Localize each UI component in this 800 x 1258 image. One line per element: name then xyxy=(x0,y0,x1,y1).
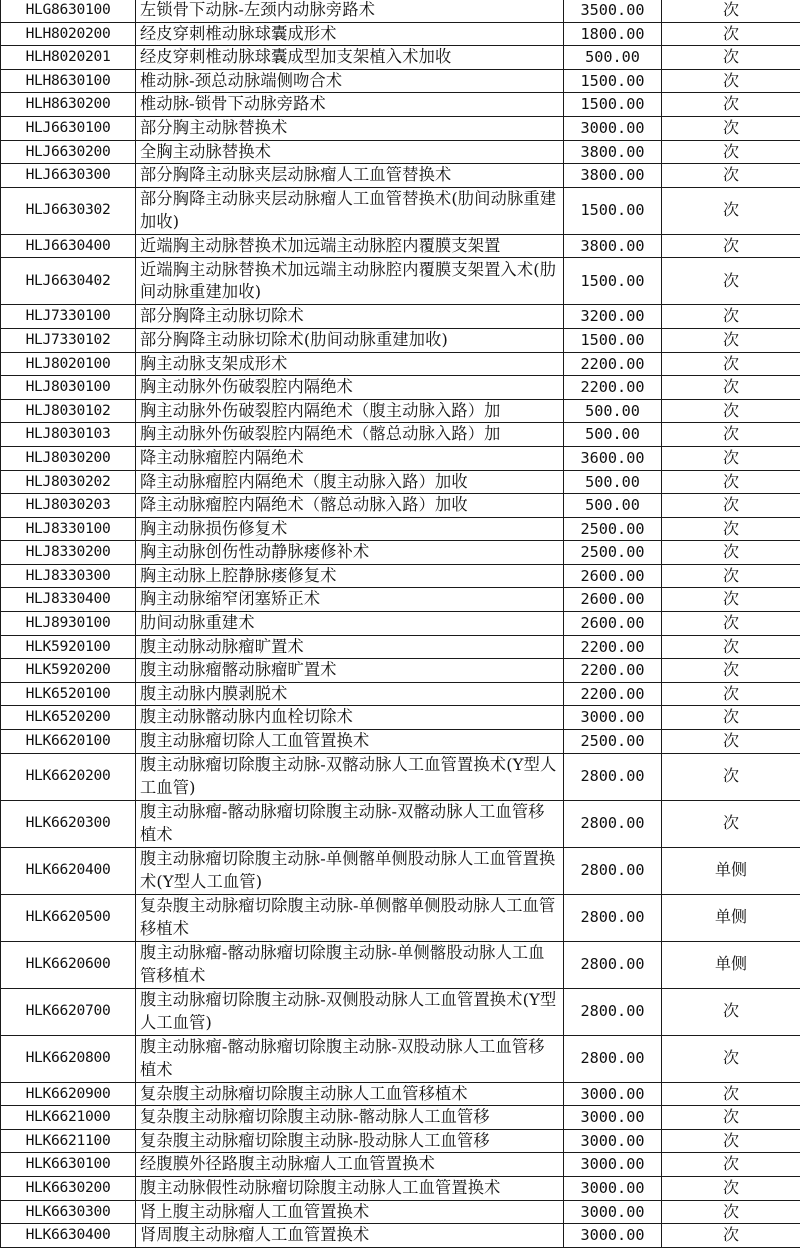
item-name-cell: 胸主动脉外伤破裂腔内隔绝术（髂总动脉入路）加 xyxy=(136,423,564,447)
item-code-cell: HLJ8030100 xyxy=(1,376,136,400)
item-price-cell: 3000.00 xyxy=(564,706,662,730)
item-code-cell: HLK6620600 xyxy=(1,941,136,988)
item-price-cell: 3000.00 xyxy=(564,1129,662,1153)
item-unit-cell: 次 xyxy=(662,612,800,636)
table-row xyxy=(1,517,800,541)
item-unit-cell: 次 xyxy=(662,22,800,46)
item-code-cell: HLK5920200 xyxy=(1,659,136,683)
item-name-cell: 复杂腹主动脉瘤切除腹主动脉-单侧髂单侧股动脉人工血管移植术 xyxy=(136,894,564,941)
item-code-cell: HLH8630100 xyxy=(1,69,136,93)
item-unit-cell: 次 xyxy=(662,46,800,70)
item-unit-cell: 次 xyxy=(662,800,800,847)
table-row xyxy=(1,1035,800,1082)
item-price-cell: 500.00 xyxy=(564,423,662,447)
item-price-cell: 500.00 xyxy=(564,46,662,70)
item-name-cell: 腹主动脉瘤切除腹主动脉-双髂动脉人工血管置换术(Y型人工血管) xyxy=(136,753,564,800)
item-code-cell: HLJ8330100 xyxy=(1,517,136,541)
table-row xyxy=(1,588,800,612)
table-row xyxy=(1,800,800,847)
table-row xyxy=(1,446,800,470)
item-code-cell: HLK6620900 xyxy=(1,1082,136,1106)
item-unit-cell: 次 xyxy=(662,517,800,541)
item-unit-cell: 次 xyxy=(662,234,800,258)
table-row xyxy=(1,376,800,400)
item-price-cell: 3000.00 xyxy=(564,1224,662,1248)
item-unit-cell: 次 xyxy=(662,564,800,588)
item-price-cell: 3800.00 xyxy=(564,140,662,164)
item-name-cell: 部分胸降主动脉切除术 xyxy=(136,305,564,329)
item-unit-cell: 次 xyxy=(662,1224,800,1248)
item-name-cell: 经腹膜外径路腹主动脉瘤人工血管置换术 xyxy=(136,1153,564,1177)
item-price-cell: 1800.00 xyxy=(564,22,662,46)
table-row xyxy=(1,0,800,22)
item-name-cell: 腹主动脉瘤切除腹主动脉-双侧股动脉人工血管置换术(Y型人工血管) xyxy=(136,988,564,1035)
item-code-cell: HLK5920100 xyxy=(1,635,136,659)
item-name-cell: 胸主动脉损伤修复术 xyxy=(136,517,564,541)
item-code-cell: HLJ8330300 xyxy=(1,564,136,588)
item-name-cell: 复杂腹主动脉瘤切除腹主动脉人工血管移植术 xyxy=(136,1082,564,1106)
item-price-cell: 2200.00 xyxy=(564,352,662,376)
table-row xyxy=(1,564,800,588)
table-row xyxy=(1,753,800,800)
item-unit-cell: 次 xyxy=(662,399,800,423)
item-unit-cell: 次 xyxy=(662,93,800,117)
item-code-cell: HLJ6630100 xyxy=(1,116,136,140)
item-price-cell: 1500.00 xyxy=(564,258,662,305)
item-price-cell: 3000.00 xyxy=(564,1082,662,1106)
item-unit-cell: 次 xyxy=(662,753,800,800)
table-row xyxy=(1,258,800,305)
item-unit-cell: 次 xyxy=(662,1106,800,1130)
item-price-cell: 2500.00 xyxy=(564,730,662,754)
item-code-cell: HLJ7330102 xyxy=(1,328,136,352)
item-code-cell: HLJ8030200 xyxy=(1,446,136,470)
item-name-cell: 腹主动脉瘤-髂动脉瘤切除腹主动脉-双髂动脉人工血管移植术 xyxy=(136,800,564,847)
item-name-cell: 腹主动脉瘤髂动脉瘤旷置术 xyxy=(136,659,564,683)
item-name-cell: 肾周腹主动脉瘤人工血管置换术 xyxy=(136,1224,564,1248)
item-name-cell: 椎动脉-锁骨下动脉旁路术 xyxy=(136,93,564,117)
item-price-cell: 3500.00 xyxy=(564,0,662,22)
item-unit-cell: 次 xyxy=(662,706,800,730)
item-unit-cell: 单侧 xyxy=(662,894,800,941)
item-price-cell: 3000.00 xyxy=(564,1106,662,1130)
item-unit-cell: 次 xyxy=(662,328,800,352)
table-row xyxy=(1,470,800,494)
table-row xyxy=(1,1153,800,1177)
item-name-cell: 全胸主动脉替换术 xyxy=(136,140,564,164)
table-row xyxy=(1,541,800,565)
item-name-cell: 腹主动脉内膜剥脱术 xyxy=(136,682,564,706)
table-row xyxy=(1,399,800,423)
item-unit-cell: 单侧 xyxy=(662,847,800,894)
item-unit-cell: 次 xyxy=(662,588,800,612)
table-row xyxy=(1,1129,800,1153)
item-unit-cell: 次 xyxy=(662,1177,800,1201)
item-code-cell: HLK6520200 xyxy=(1,706,136,730)
item-code-cell: HLJ8330400 xyxy=(1,588,136,612)
table-row xyxy=(1,730,800,754)
item-unit-cell: 次 xyxy=(662,352,800,376)
item-name-cell: 腹主动脉瘤切除人工血管置换术 xyxy=(136,730,564,754)
item-name-cell: 胸主动脉外伤破裂腔内隔绝术 xyxy=(136,376,564,400)
item-price-cell: 1500.00 xyxy=(564,93,662,117)
table-row xyxy=(1,140,800,164)
item-name-cell: 胸主动脉创伤性动静脉瘘修补术 xyxy=(136,541,564,565)
table-row xyxy=(1,706,800,730)
price-table-body xyxy=(1,0,800,1247)
item-name-cell: 胸主动脉外伤破裂腔内隔绝术（腹主动脉入路）加 xyxy=(136,399,564,423)
table-row xyxy=(1,847,800,894)
item-name-cell: 部分胸降主动脉切除术(肋间动脉重建加收) xyxy=(136,328,564,352)
item-code-cell: HLK6630100 xyxy=(1,1153,136,1177)
item-price-cell: 3200.00 xyxy=(564,305,662,329)
item-unit-cell: 次 xyxy=(662,659,800,683)
item-price-cell: 2200.00 xyxy=(564,682,662,706)
table-row xyxy=(1,423,800,447)
item-price-cell: 2800.00 xyxy=(564,988,662,1035)
item-unit-cell: 次 xyxy=(662,730,800,754)
item-name-cell: 经皮穿刺椎动脉球囊成形术 xyxy=(136,22,564,46)
item-code-cell: HLG8630100 xyxy=(1,0,136,22)
item-price-cell: 2200.00 xyxy=(564,635,662,659)
table-row xyxy=(1,1106,800,1130)
item-unit-cell: 次 xyxy=(662,423,800,447)
item-unit-cell: 次 xyxy=(662,494,800,518)
item-code-cell: HLJ6630200 xyxy=(1,140,136,164)
item-unit-cell: 次 xyxy=(662,1035,800,1082)
table-row xyxy=(1,234,800,258)
item-unit-cell: 次 xyxy=(662,1129,800,1153)
item-unit-cell: 次 xyxy=(662,1153,800,1177)
item-code-cell: HLK6520100 xyxy=(1,682,136,706)
item-code-cell: HLJ8030103 xyxy=(1,423,136,447)
item-price-cell: 1500.00 xyxy=(564,69,662,93)
item-name-cell: 肋间动脉重建术 xyxy=(136,612,564,636)
item-price-cell: 3000.00 xyxy=(564,1153,662,1177)
item-code-cell: HLJ8030202 xyxy=(1,470,136,494)
item-price-cell: 2800.00 xyxy=(564,847,662,894)
item-price-cell: 2800.00 xyxy=(564,800,662,847)
item-name-cell: 椎动脉-颈总动脉端侧吻合术 xyxy=(136,69,564,93)
item-code-cell: HLJ6630402 xyxy=(1,258,136,305)
item-unit-cell: 次 xyxy=(662,305,800,329)
item-name-cell: 腹主动脉瘤切除腹主动脉-单侧髂单侧股动脉人工血管置换术(Y型人工血管) xyxy=(136,847,564,894)
item-name-cell: 经皮穿刺椎动脉球囊成型加支架植入术加收 xyxy=(136,46,564,70)
item-name-cell: 左锁骨下动脉-左颈内动脉旁路术 xyxy=(136,0,564,22)
item-unit-cell: 次 xyxy=(662,164,800,188)
item-code-cell: HLK6621000 xyxy=(1,1106,136,1130)
item-unit-cell: 次 xyxy=(662,187,800,234)
item-price-cell: 3600.00 xyxy=(564,446,662,470)
item-name-cell: 降主动脉瘤腔内隔绝术 xyxy=(136,446,564,470)
item-code-cell: HLK6620500 xyxy=(1,894,136,941)
table-row xyxy=(1,494,800,518)
item-name-cell: 腹主动脉瘤-髂动脉瘤切除腹主动脉-双股动脉人工血管移植术 xyxy=(136,1035,564,1082)
item-price-cell: 1500.00 xyxy=(564,328,662,352)
item-name-cell: 肾上腹主动脉瘤人工血管置换术 xyxy=(136,1200,564,1224)
item-price-cell: 2800.00 xyxy=(564,753,662,800)
item-price-cell: 2500.00 xyxy=(564,517,662,541)
table-row xyxy=(1,46,800,70)
item-price-cell: 1500.00 xyxy=(564,187,662,234)
item-price-cell: 3800.00 xyxy=(564,164,662,188)
item-code-cell: HLJ6630400 xyxy=(1,234,136,258)
table-row xyxy=(1,305,800,329)
item-unit-cell: 次 xyxy=(662,1200,800,1224)
item-code-cell: HLK6620700 xyxy=(1,988,136,1035)
table-row xyxy=(1,352,800,376)
item-code-cell: HLK6630400 xyxy=(1,1224,136,1248)
item-unit-cell: 次 xyxy=(662,635,800,659)
table-row xyxy=(1,69,800,93)
item-name-cell: 部分胸降主动脉夹层动脉瘤人工血管替换术 xyxy=(136,164,564,188)
item-name-cell: 胸主动脉上腔静脉瘘修复术 xyxy=(136,564,564,588)
table-row xyxy=(1,612,800,636)
item-name-cell: 腹主动脉假性动脉瘤切除腹主动脉人工血管置换术 xyxy=(136,1177,564,1201)
table-row xyxy=(1,1200,800,1224)
item-price-cell: 500.00 xyxy=(564,399,662,423)
table-row xyxy=(1,659,800,683)
item-unit-cell: 次 xyxy=(662,376,800,400)
item-code-cell: HLJ8030102 xyxy=(1,399,136,423)
table-row xyxy=(1,1177,800,1201)
table-row xyxy=(1,164,800,188)
table-row xyxy=(1,635,800,659)
item-price-cell: 2200.00 xyxy=(564,376,662,400)
table-row xyxy=(1,894,800,941)
item-price-cell: 2600.00 xyxy=(564,564,662,588)
table-row xyxy=(1,187,800,234)
item-code-cell: HLJ7330100 xyxy=(1,305,136,329)
item-code-cell: HLK6620800 xyxy=(1,1035,136,1082)
item-unit-cell: 次 xyxy=(662,116,800,140)
item-code-cell: HLH8630200 xyxy=(1,93,136,117)
item-price-cell: 2500.00 xyxy=(564,541,662,565)
item-name-cell: 腹主动脉髂动脉内血栓切除术 xyxy=(136,706,564,730)
table-row xyxy=(1,988,800,1035)
item-code-cell: HLK6620100 xyxy=(1,730,136,754)
item-price-cell: 2800.00 xyxy=(564,894,662,941)
table-row xyxy=(1,22,800,46)
item-unit-cell: 次 xyxy=(662,140,800,164)
table-row xyxy=(1,93,800,117)
item-unit-cell: 次 xyxy=(662,258,800,305)
table-row xyxy=(1,328,800,352)
item-name-cell: 降主动脉瘤腔内隔绝术（髂总动脉入路）加收 xyxy=(136,494,564,518)
item-code-cell: HLJ8030203 xyxy=(1,494,136,518)
item-unit-cell: 次 xyxy=(662,541,800,565)
item-code-cell: HLK6630300 xyxy=(1,1200,136,1224)
table-row xyxy=(1,1082,800,1106)
table-row xyxy=(1,941,800,988)
item-name-cell: 近端胸主动脉替换术加远端主动脉腔内覆膜支架置 xyxy=(136,234,564,258)
table-row xyxy=(1,682,800,706)
item-code-cell: HLJ6630300 xyxy=(1,164,136,188)
item-name-cell: 复杂腹主动脉瘤切除腹主动脉-髂动脉人工血管移 xyxy=(136,1106,564,1130)
item-price-cell: 3000.00 xyxy=(564,116,662,140)
item-price-cell: 2600.00 xyxy=(564,588,662,612)
item-name-cell: 部分胸降主动脉夹层动脉瘤人工血管替换术(肋间动脉重建加收) xyxy=(136,187,564,234)
item-name-cell: 复杂腹主动脉瘤切除腹主动脉-股动脉人工血管移 xyxy=(136,1129,564,1153)
item-code-cell: HLK6621100 xyxy=(1,1129,136,1153)
item-price-cell: 500.00 xyxy=(564,470,662,494)
item-name-cell: 降主动脉瘤腔内隔绝术（腹主动脉入路）加收 xyxy=(136,470,564,494)
item-unit-cell: 次 xyxy=(662,682,800,706)
item-unit-cell: 次 xyxy=(662,69,800,93)
item-name-cell: 腹主动脉动脉瘤旷置术 xyxy=(136,635,564,659)
item-name-cell: 近端胸主动脉替换术加远端主动脉腔内覆膜支架置入术(肋间动脉重建加收) xyxy=(136,258,564,305)
item-code-cell: HLK6620200 xyxy=(1,753,136,800)
item-unit-cell: 次 xyxy=(662,0,800,22)
item-price-cell: 500.00 xyxy=(564,494,662,518)
item-unit-cell: 次 xyxy=(662,1082,800,1106)
item-unit-cell: 次 xyxy=(662,470,800,494)
item-code-cell: HLH8020200 xyxy=(1,22,136,46)
table-row xyxy=(1,1224,800,1248)
item-price-cell: 2800.00 xyxy=(564,1035,662,1082)
item-code-cell: HLJ8020100 xyxy=(1,352,136,376)
item-code-cell: HLJ8330200 xyxy=(1,541,136,565)
item-code-cell: HLJ8930100 xyxy=(1,612,136,636)
item-name-cell: 胸主动脉支架成形术 xyxy=(136,352,564,376)
item-price-cell: 2600.00 xyxy=(564,612,662,636)
item-code-cell: HLK6620400 xyxy=(1,847,136,894)
item-code-cell: HLH8020201 xyxy=(1,46,136,70)
item-price-cell: 2800.00 xyxy=(564,941,662,988)
item-price-cell: 3000.00 xyxy=(564,1200,662,1224)
item-name-cell: 胸主动脉缩窄闭塞矫正术 xyxy=(136,588,564,612)
item-code-cell: HLK6620300 xyxy=(1,800,136,847)
table-row xyxy=(1,116,800,140)
item-unit-cell: 次 xyxy=(662,988,800,1035)
item-unit-cell: 单侧 xyxy=(662,941,800,988)
item-code-cell: HLK6630200 xyxy=(1,1177,136,1201)
item-code-cell: HLJ6630302 xyxy=(1,187,136,234)
item-price-cell: 3000.00 xyxy=(564,1177,662,1201)
item-price-cell: 3800.00 xyxy=(564,234,662,258)
item-name-cell: 腹主动脉瘤-髂动脉瘤切除腹主动脉-单侧髂股动脉人工血管移植术 xyxy=(136,941,564,988)
item-unit-cell: 次 xyxy=(662,446,800,470)
item-price-cell: 2200.00 xyxy=(564,659,662,683)
item-name-cell: 部分胸主动脉替换术 xyxy=(136,116,564,140)
